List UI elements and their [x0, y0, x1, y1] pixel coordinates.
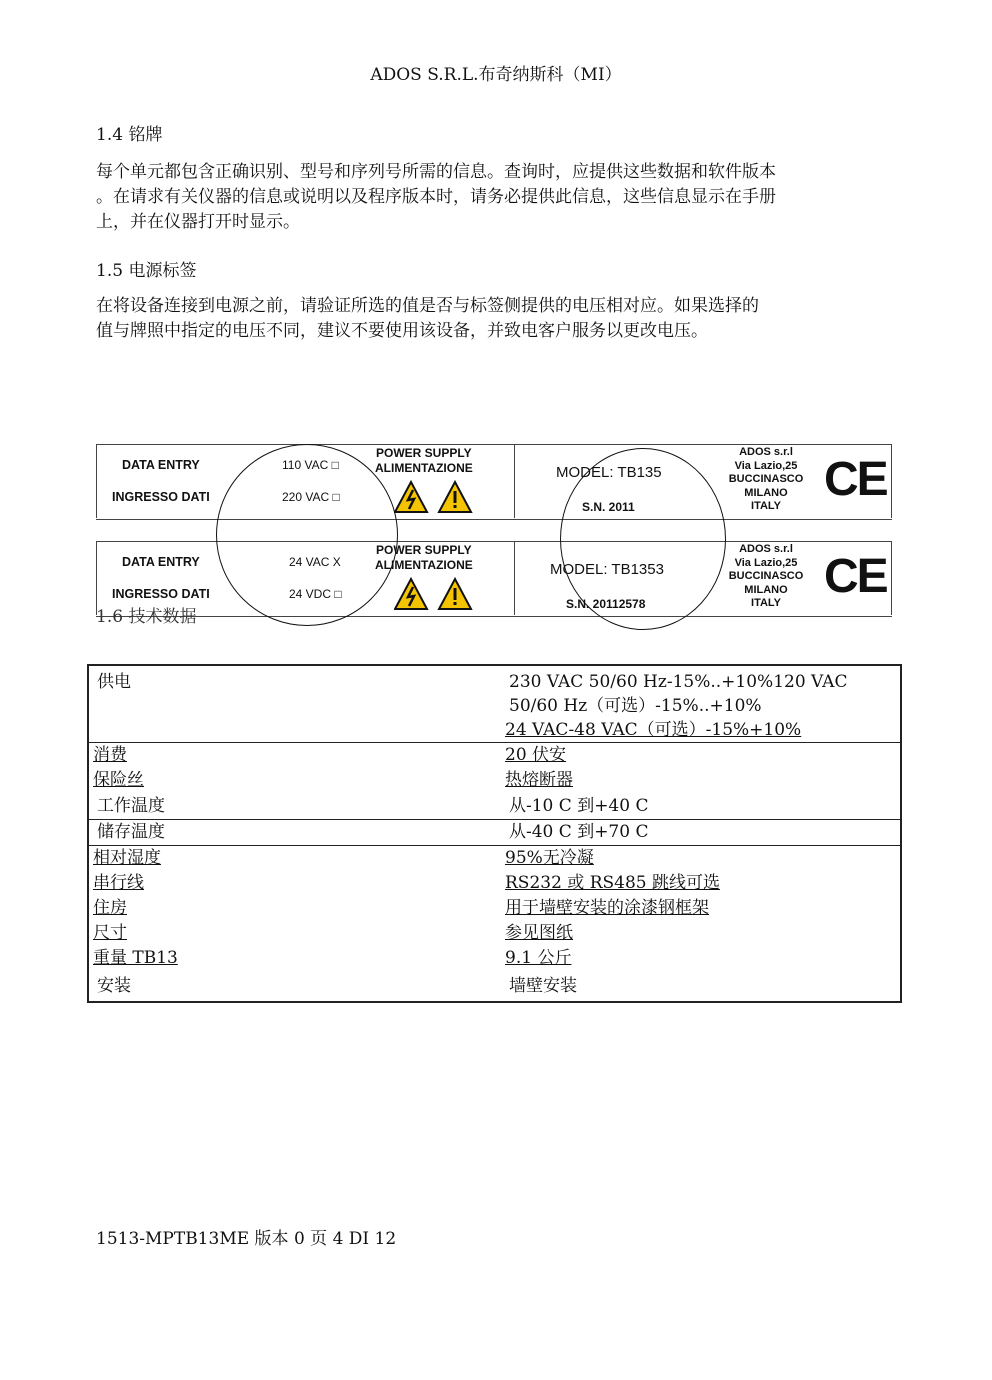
- page-footer: 1513-MPTB13ME 版本 0 页 4 DI 12: [96, 1229, 397, 1249]
- high-voltage-warning-icon: [395, 482, 427, 512]
- paragraph-1-5: [96, 294, 906, 344]
- power-label-2: [96, 541, 892, 615]
- alimentazione-text: ALIMENTAZIONE: [375, 461, 473, 475]
- spec-label: 工作温度: [97, 796, 165, 816]
- address-line: ITALY: [751, 500, 781, 512]
- spec-label: 重量 TB13: [93, 948, 178, 968]
- paragraph-line: 。在请求有关仪器的信息或说明以及程序版本时，请务必提供此信息，这些信息显示在手册: [96, 187, 776, 207]
- data-entry-text: DATA ENTRY: [122, 555, 200, 569]
- section-heading-1-6: 1.6 技术数据: [96, 607, 197, 627]
- table-row: [88, 971, 901, 1002]
- table-row: [88, 846, 901, 872]
- model-highlight-circle-icon: [560, 448, 726, 630]
- spec-value: 95%无冷凝: [505, 848, 594, 868]
- address-line: MILANO: [744, 583, 788, 596]
- warning-icons: [394, 480, 480, 514]
- spec-value: 从-40 C 到+70 C: [509, 822, 649, 842]
- manufacturer-address: [720, 543, 812, 611]
- address-line: ITALY: [751, 597, 781, 609]
- spec-value-line: 230 VAC 50/60 Hz-15%..+10%120 VAC: [509, 672, 848, 692]
- table-row: [88, 820, 901, 846]
- spec-value: RS232 或 RS485 跳线可选: [505, 873, 720, 893]
- spec-value-line: 50/60 Hz（可选）-15%..+10%: [509, 696, 762, 716]
- power-label-1: [96, 444, 892, 518]
- table-row: [88, 793, 901, 820]
- warning-icons: [394, 577, 480, 611]
- power-supply-text: POWER SUPPLY: [376, 446, 472, 460]
- spec-value: 从-10 C 到+40 C: [509, 796, 649, 816]
- table-row: [88, 768, 901, 793]
- table-row: [88, 946, 901, 971]
- spec-label: 保险丝: [93, 770, 144, 790]
- manufacturer-address: [720, 446, 812, 514]
- spec-value: 参见图纸: [505, 923, 573, 943]
- voltage-option-1: 110 VAC □: [282, 458, 339, 472]
- table-row: [88, 743, 901, 769]
- exclamation-warning-icon: [439, 482, 471, 512]
- spec-value: 墙壁安装: [509, 976, 577, 996]
- high-voltage-warning-icon: [395, 579, 427, 609]
- exclamation-warning-icon: [439, 579, 471, 609]
- spec-value: 热熔断器: [505, 770, 573, 790]
- paragraph-line: 上，并在仪器打开时显示。: [96, 212, 300, 232]
- table-row: [88, 921, 901, 946]
- table-row: [88, 665, 901, 743]
- spec-label: 串行线: [93, 873, 144, 893]
- spec-label: 供电: [97, 672, 131, 692]
- spec-value: [501, 665, 901, 743]
- table-row: [88, 871, 901, 896]
- spec-value: 用于墙壁安装的涂漆钢框架: [505, 898, 709, 918]
- serial-number: S.N. 20112578: [566, 597, 646, 611]
- address-line: BUCCINASCO: [728, 473, 804, 485]
- power-supply-text: POWER SUPPLY: [376, 543, 472, 557]
- section-heading-1-4: 1.4 铭牌: [96, 125, 163, 145]
- address-line: Via Lazio,25: [734, 459, 798, 472]
- address-line: Via Lazio,25: [734, 556, 798, 569]
- section-heading-1-5: 1.5 电源标签: [96, 261, 197, 281]
- address-line: MILANO: [744, 486, 788, 499]
- spec-label: 相对湿度: [93, 848, 161, 868]
- voltage-option-1: 24 VAC X: [289, 555, 341, 569]
- serial-number: S.N. 2011: [582, 500, 635, 514]
- voltage-highlight-circle-icon: [216, 444, 398, 626]
- ingresso-dati-text: INGRESSO DATI: [112, 490, 210, 504]
- model-number: MODEL: TB1353: [550, 561, 664, 578]
- technical-data-table: [87, 664, 902, 1003]
- ce-mark-icon: CE: [824, 453, 887, 506]
- paragraph-line: 每个单元都包含正确识别、型号和序列号所需的信息。查询时，应提供这些数据和软件版本: [96, 162, 776, 182]
- data-entry-text: DATA ENTRY: [122, 458, 200, 472]
- spec-label: 储存温度: [97, 822, 165, 842]
- spec-label: 尺寸: [93, 923, 127, 943]
- address-line: BUCCINASCO: [728, 570, 804, 582]
- alimentazione-text: ALIMENTAZIONE: [375, 558, 473, 572]
- voltage-option-2: 24 VDC □: [289, 587, 342, 601]
- spec-value-line: 24 VAC-48 VAC（可选）-15%+10%: [505, 720, 802, 740]
- spec-label: 安装: [97, 976, 131, 996]
- spec-value: 9.1 公斤: [505, 948, 572, 968]
- table-row: [88, 896, 901, 921]
- model-number: MODEL: TB135: [556, 464, 662, 481]
- page-header: ADOS S.R.L.布奇纳斯科（MI）: [370, 65, 622, 85]
- paragraph-line: 值与牌照中指定的电压不同，建议不要使用该设备，并致电客户服务以更改电压。: [96, 321, 708, 341]
- ce-mark-icon: CE: [824, 550, 887, 603]
- ingresso-dati-text: INGRESSO DATI: [112, 587, 210, 601]
- spec-label: 住房: [93, 898, 127, 918]
- paragraph-line: 在将设备连接到电源之前，请验证所选的值是否与标签侧提供的电压相对应。如果选择的: [96, 296, 759, 316]
- spec-value: 20 伏安: [505, 745, 567, 765]
- voltage-option-2: 220 VAC □: [282, 490, 340, 504]
- paragraph-1-4: [96, 160, 906, 235]
- spec-label: 消费: [93, 745, 127, 765]
- address-line: ADOS s.r.l: [739, 446, 793, 458]
- address-line: ADOS s.r.l: [739, 543, 793, 555]
